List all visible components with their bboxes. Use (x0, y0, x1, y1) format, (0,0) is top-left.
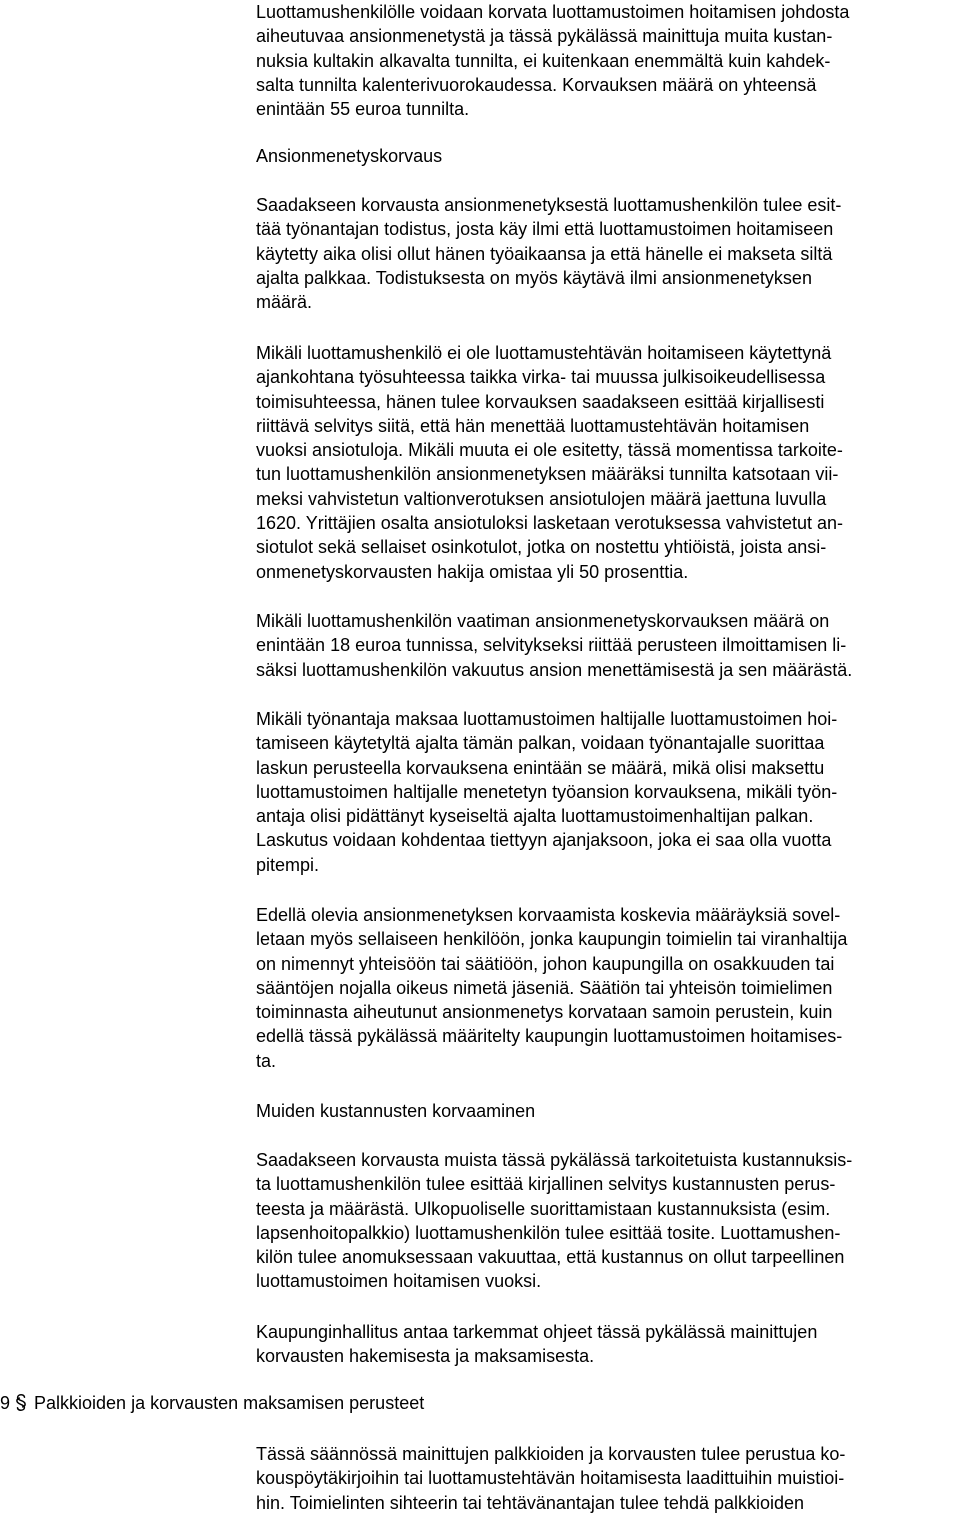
text-line: nuksia kultakin alkavalta tunnilta, ei kuitenkaan enemmältä kuin kahdek- (256, 50, 831, 71)
text-line: edellä tässä pykälässä määritelty kaupungin luottamustoimen hoitamises- (256, 1026, 843, 1047)
paragraph-intro (256, 0, 956, 121)
text-line: enintään 18 euroa tunnissa, selvitykseksi riittää perusteen ilmoittamisen li- (256, 635, 847, 656)
text-line: letaan myös sellaiseen henkilöön, jonka kaupungin toimielin tai viranhaltija (256, 929, 848, 950)
text-line: luottamustoimen hoitamisen vuoksi. (256, 1271, 542, 1292)
text-line: sääntöjen nojalla oikeus nimetä jäseniä. Säätiön tai yhteisön toimielimen (256, 977, 833, 998)
text-line: ta luottamushenkilön tulee esittää kirjallinen selvitys kustannusten perus- (256, 1174, 836, 1195)
subheading-muiden-kustannusten (256, 1099, 956, 1123)
text-line: korvausten hakemisesta ja maksamisesta. (256, 1346, 595, 1367)
paragraph-todistus (256, 193, 956, 314)
text-line: ajankohtana työsuhteessa taikka virka- tai muussa julkisoikeudellisessa (256, 367, 826, 388)
paragraph-ei-tyosuhteessa (256, 341, 956, 584)
text-line: Mikäli luottamushenkilön vaatiman ansionmenetyskorvauksen määrä on (256, 611, 830, 631)
text-line: vuoksi ansiotuloja. Mikäli muuta ei ole esitetty, tässä momentissa tarkoite- (256, 440, 843, 461)
text-line: antaja olisi pidättänyt kyseiseltä ajalta luottamustoimenhaltijan palkan. (256, 806, 814, 827)
text-line: on nimennyt yhteisöön tai säätiöön, johon kaupungilla on osakkuuden tai (256, 953, 835, 974)
text-line: luottamustoimen haltijalle menetetyn työansion korvauksena, mikäli työn- (256, 781, 838, 802)
text-line: lapsenhoitopalkkio) luottamushenkilön tulee esittää tosite. Luottamushen- (256, 1222, 841, 1243)
paragraph-perusteet (256, 1442, 956, 1515)
text-line: aiheutuvaa ansionmenetystä ja tässä pykälässä mainittuja muita kustan- (256, 26, 833, 47)
subheading-text: Muiden kustannusten korvaaminen (256, 1101, 536, 1121)
text-line: enintään 55 euroa tunnilta. (256, 99, 470, 120)
text-line: Edellä olevia ansionmenetyksen korvaamista koskevia määräyksiä sovel- (256, 905, 841, 925)
text-line: ta. (256, 1050, 277, 1071)
subheading-text: Ansionmenetyskorvaus (256, 146, 443, 166)
text-line: teesta ja määrästä. Ulkopuoliselle suorittamistaan kustannuksista (esim. (256, 1198, 831, 1219)
paragraph-tyonantaja-maksaa (256, 707, 956, 877)
text-line: siotulot sekä sellaiset osinkotulot, jotka on nostettu yhtiöistä, joista ansi- (256, 537, 827, 558)
text-line: pitempi. (256, 854, 320, 875)
text-line: toiminnasta aiheutunut ansionmenetys korvataan samoin perustein, kuin (256, 1002, 833, 1023)
text-line: säksi luottamushenkilön vakuutus ansion menettämisestä ja sen määrästä. (256, 659, 853, 680)
text-line: Tässä säännössä mainittujen palkkioiden ja korvausten tulee perustua ko- (256, 1444, 846, 1464)
text-line: ajalta palkkaa. Todistuksesta on myös käytävä ilmi ansionmenetyksen (256, 267, 812, 288)
text-line: kouspöytäkirjoihin tai luottamustehtävän hoitamisesta laadittuihin muistioi- (256, 1468, 845, 1489)
text-line: tamiseen käytetyltä ajalta tämän palkan, voidaan työnantajalle suorittaa (256, 733, 825, 754)
text-line: tää työnantajan todistus, josta käy ilmi että luottamustoimen hoitamiseen (256, 219, 834, 240)
paragraph-enintaan-18 (256, 609, 956, 682)
text-line: Mikäli luottamushenkilö ei ole luottamustehtävän hoitamiseen käytettynä (256, 343, 832, 363)
text-line: meksi vahvistetun valtionverotuksen ansiotulojen määrä jaettuna luvulla (256, 488, 827, 509)
text-line: riittävä selvitys siitä, että hän menettää luottamustehtävän hoitamisen (256, 415, 810, 436)
subheading-ansionmenetyskorvaus (256, 144, 956, 168)
text-line: laskun perusteella korvauksena enintään se määrä, mikä olisi maksettu (256, 757, 825, 778)
paragraph-muut-kustannukset (256, 1148, 956, 1294)
text-line: Kaupunginhallitus antaa tarkemmat ohjeet tässä pykälässä mainittujen (256, 1322, 818, 1342)
text-line: Saadakseen korvausta ansionmenetyksestä luottamushenkilön tulee esit- (256, 195, 842, 215)
text-line: onmenetyskorvausten hakija omistaa yli 50 prosenttia. (256, 561, 689, 582)
text-line: 1620. Yrittäjien osalta ansiotuloksi lasketaan verotuksessa vahvistetut an- (256, 513, 844, 534)
text-line: käytetty aika olisi ollut hänen työaikaansa ja että hänelle ei makseta siltä (256, 243, 833, 264)
section-heading (0, 1391, 424, 1415)
text-line: Mikäli työnantaja maksaa luottamustoimen haltijalle luottamustoimen hoi- (256, 709, 838, 729)
section-title: Palkkioiden ja korvausten maksamisen perusteet (34, 1393, 425, 1413)
text-line: Luottamushenkilölle voidaan korvata luottamustoimen hoitamisen johdosta (256, 2, 850, 22)
paragraph-yhteisoon (256, 903, 956, 1073)
text-line: kilön tulee anomuksessaan vakuuttaa, että kustannus on ollut tarpeellinen (256, 1247, 845, 1268)
section-sign-icon (14, 1394, 28, 1411)
text-line: Saadakseen korvausta muista tässä pykälässä tarkoitetuista kustannuksis- (256, 1150, 853, 1170)
text-line: tun luottamushenkilön ansionmenetyksen määräksi tunnilta katsotaan vii- (256, 464, 839, 485)
text-line: salta tunnilta kalenterivuorokaudessa. Korvauksen määrä on yhteensä (256, 74, 817, 95)
text-line: toimisuhteessa, hänen tulee korvauksen saadakseen esittää kirjallisesti (256, 391, 825, 412)
text-line: hin. Toimielinten sihteerin tai tehtävänantajan tulee tehdä palkkioiden (256, 1492, 805, 1513)
paragraph-kaupunginhallitus (256, 1320, 956, 1369)
text-line: Laskutus voidaan kohdentaa tiettyyn ajanjaksoon, joka ei saa olla vuotta (256, 830, 832, 851)
text-line: määrä. (256, 292, 313, 313)
section-number: 9 (0, 1393, 11, 1413)
